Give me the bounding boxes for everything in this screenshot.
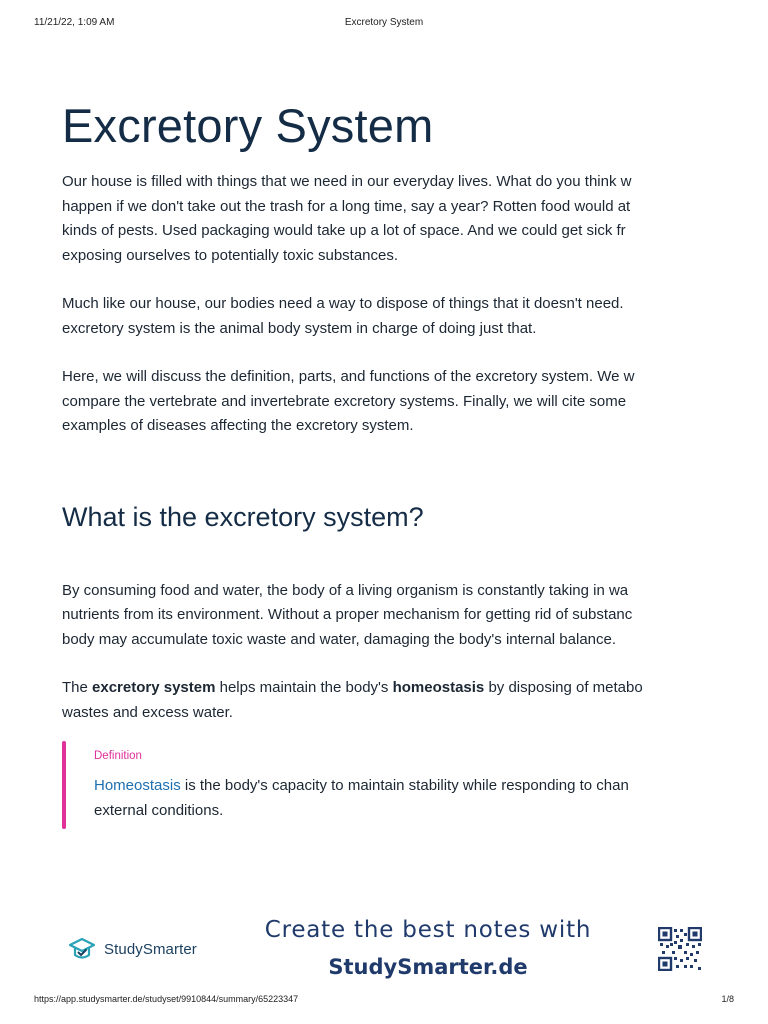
text-line: Here, we will discuss the definition, parts, and functions of the excretory system. We w	[62, 368, 635, 385]
page-number: 1/8	[721, 994, 734, 1004]
banner-link[interactable]: StudySmarter.de	[328, 955, 528, 979]
intro-paragraph-2	[62, 292, 708, 341]
text-line: Our house is filled with things that we need in our everyday lives. What do you think w	[62, 173, 632, 190]
promo-banner	[0, 915, 768, 985]
definition-label: Definition	[94, 750, 142, 762]
definition-accent-bar	[62, 741, 66, 829]
definition-box	[62, 741, 708, 829]
text-line: By consuming food and water, the body of a living organism is constantly taking in wa	[62, 581, 629, 599]
text-line	[94, 774, 708, 799]
text-line: compare the vertebrate and invertebrate excretory systems. Finally, we will cite some	[62, 392, 627, 410]
section-paragraph-2	[62, 676, 708, 725]
studysmarter-logo[interactable]	[68, 935, 197, 963]
banner-headline: Create the best notes with	[264, 917, 592, 943]
text-line: excretory system is the animal body system in charge of doing just that.	[62, 319, 537, 337]
text-line: happen if we don't take out the trash for a long time, say a year? Rotten food would at	[62, 197, 631, 215]
section-heading: What is the excretory system?	[62, 501, 424, 532]
article	[62, 96, 708, 829]
print-url: https://app.studysmarter.de/studyset/9910844/summary/65223347	[34, 994, 299, 1004]
text-run: The	[62, 679, 93, 696]
bold-term-excretory-system: excretory system	[92, 679, 216, 696]
print-date: 11/21/22, 1:09 AM	[34, 17, 115, 28]
bold-term-homeostasis: homeostasis	[392, 679, 485, 696]
text-line: Much like our house, our bodies need a way to dispose of things that it doesn't need.	[62, 295, 624, 312]
text-line: external conditions.	[94, 801, 224, 819]
section-paragraph-1	[62, 579, 708, 653]
page-title: Excretory System	[62, 99, 434, 152]
graduation-cap-logo-icon	[68, 935, 96, 963]
qr-code-icon[interactable]	[658, 927, 702, 971]
text-line: examples of diseases affecting the excretory system.	[62, 417, 414, 434]
print-doc-title: Excretory System	[344, 17, 424, 28]
text-run: helps maintain the body's	[215, 679, 393, 696]
text-line: body may accumulate toxic waste and water, damaging the body's internal balance.	[62, 630, 617, 648]
text-line: exposing ourselves to potentially toxic substances.	[62, 246, 399, 264]
text-line: nutrients from its environment. Without a proper mechanism for getting rid of substanc	[62, 606, 633, 623]
text-line	[62, 676, 708, 701]
text-line: wastes and excess water.	[62, 703, 233, 721]
text-run: by disposing of metabo	[484, 679, 643, 696]
text-run: is the body's capacity to maintain stability while responding to chan	[180, 777, 629, 794]
definition-term: Homeostasis	[94, 777, 181, 794]
definition-text	[94, 774, 708, 823]
text-line: kinds of pests. Used packaging would take up a lot of space. And we could get sick fr	[62, 222, 626, 239]
intro-paragraph-1	[62, 170, 708, 268]
intro-paragraph-3	[62, 365, 708, 439]
logo-text: StudySmarter	[104, 940, 197, 958]
